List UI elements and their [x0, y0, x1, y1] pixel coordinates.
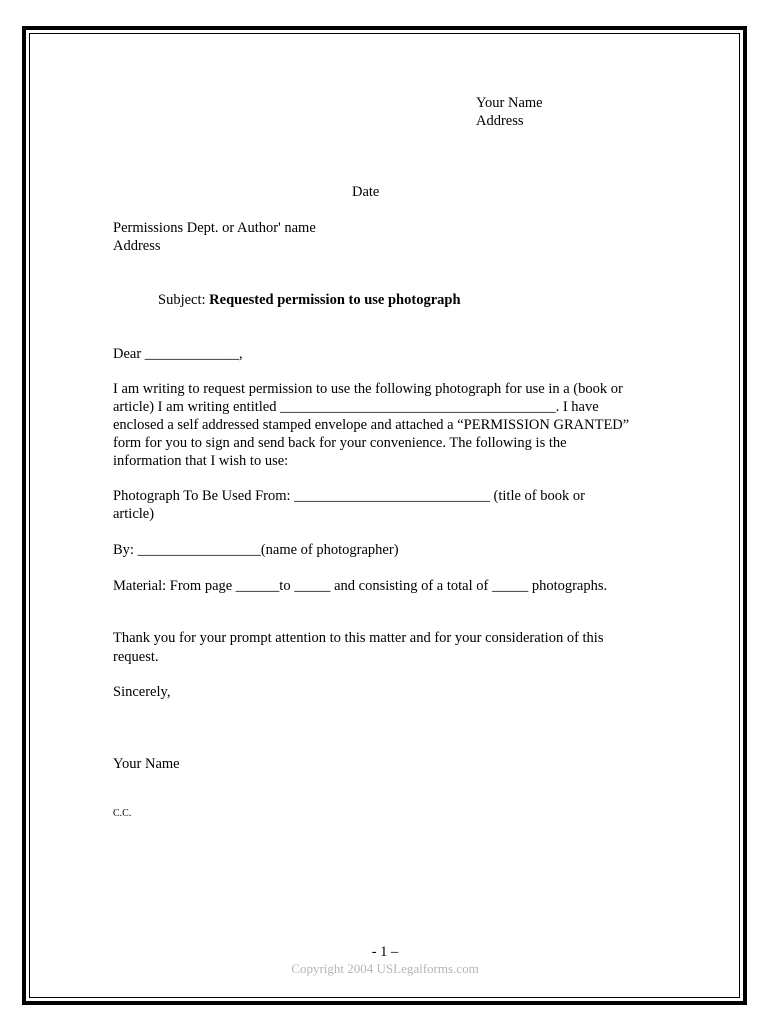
closing: Sincerely, [113, 684, 171, 700]
cc-label: C.C. [113, 808, 132, 819]
thanks-line1: Thank you for your prompt attention to this matter and for your consideration of this [113, 630, 604, 646]
paragraph1-line5: information that I wish to use: [113, 453, 289, 469]
subject-label: Subject: [158, 292, 206, 308]
recipient-name: Permissions Dept. or Author' name [113, 220, 316, 236]
recipient-address: Address [113, 238, 161, 254]
sender-address: Address [476, 113, 524, 129]
sender-name: Your Name [476, 95, 543, 111]
by-line: By: _________________(name of photographer) [113, 542, 399, 558]
subject-text: Requested permission to use photograph [209, 292, 461, 308]
copyright-notice: Copyright 2004 USLegalforms.com [291, 961, 479, 976]
photograph-from-line2: article) [113, 506, 155, 522]
subject-line [158, 291, 461, 309]
salutation: Dear _____________, [113, 346, 243, 362]
photograph-from-line1: Photograph To Be Used From: ___________________________ (title of book or [113, 488, 585, 504]
paragraph1-line2: article) I am writing entitled ______________________________________. I have [113, 399, 599, 415]
page-number: - 1 – [371, 944, 399, 960]
paragraph1-line3: enclosed a self addressed stamped envelope and attached a “PERMISSION GRANTED” [113, 417, 630, 433]
material-line: Material: From page ______to _____ and consisting of a total of _____ photographs. [113, 578, 608, 594]
signature-name: Your Name [113, 756, 180, 772]
thanks-line2: request. [113, 649, 159, 665]
paragraph1-line4: form for you to sign and send back for your convenience. The following is the [113, 435, 567, 451]
letter-date: Date [352, 184, 380, 200]
paragraph1-line1: I am writing to request permission to use the following photograph for use in a (book or [113, 381, 623, 397]
